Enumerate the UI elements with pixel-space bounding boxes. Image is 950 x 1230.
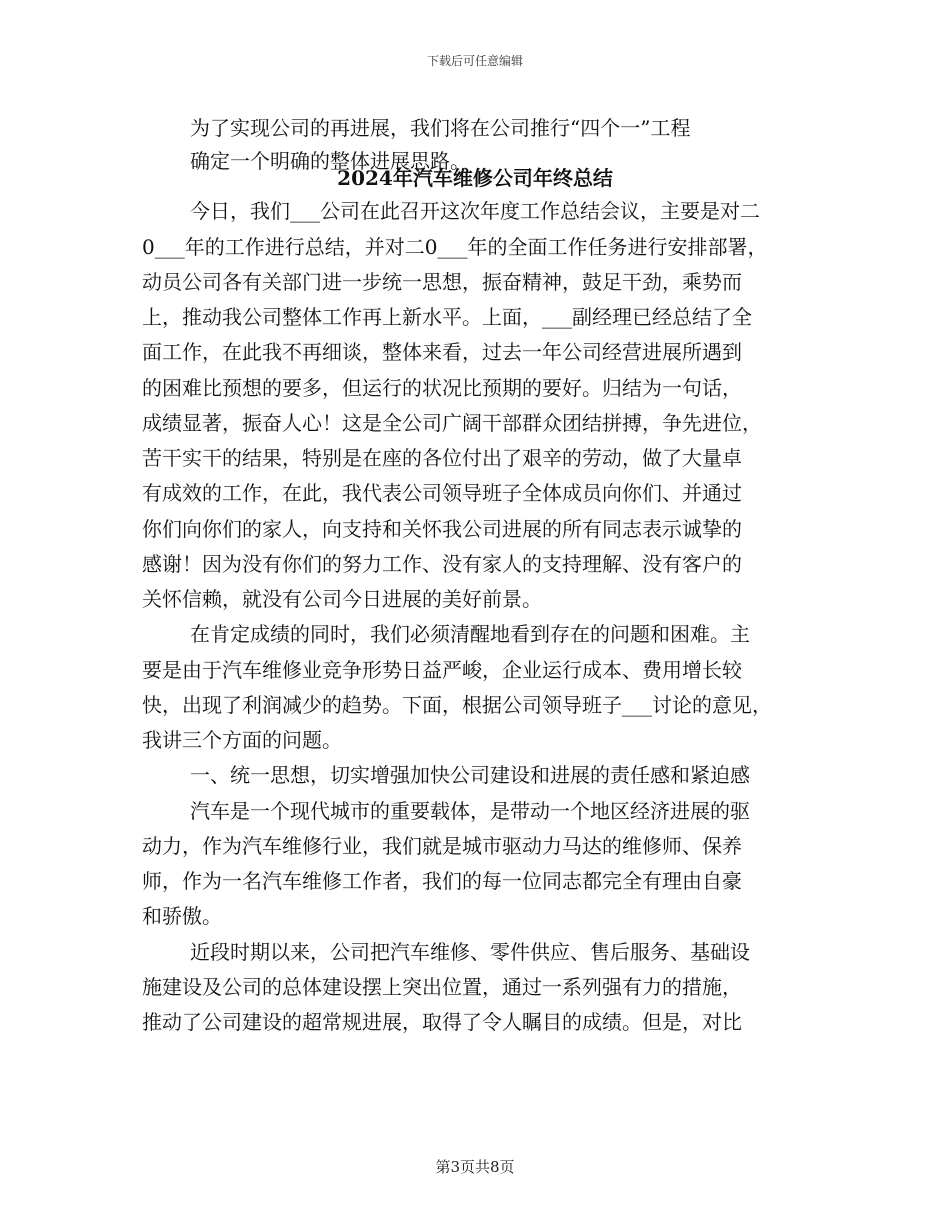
intro-line: 确定一个明确的整体进展思路。 xyxy=(190,149,470,173)
paragraph-line: 今日，我们___公司在此召开这次年度工作总结会议，主要是对二 xyxy=(190,199,760,223)
paragraph-line: 师，作为一名汽车维修工作者，我们的每一位同志都完全有理由自豪 xyxy=(142,869,742,893)
paragraph-line: 汽车是一个现代城市的重要载体，是带动一个地区经济进展的驱 xyxy=(190,799,750,823)
paragraph-line: 有成效的工作，在此，我代表公司领导班子全体成员向你们、并通过 xyxy=(142,481,742,505)
paragraph-line: 感谢！因为没有你们的努力工作、没有家人的支持理解、没有客户的 xyxy=(142,552,742,576)
section-heading: 一、统一思想，切实增强加快公司建设和进展的责任感和紧迫感 xyxy=(190,763,750,787)
paragraph-line: 0___年的工作进行总结，并对二0___年的全面工作任务进行安排部署， xyxy=(142,235,768,259)
paragraph-line: 要是由于汽车维修业竞争形势日益严峻，企业运行成本、费用增长较 xyxy=(142,658,742,682)
intro-line: 为了实现公司的再进展，我们将在公司推行“四个一”工程 xyxy=(190,116,691,140)
paragraph-line: 快，出现了利润减少的趋势。下面，根据公司领导班子___讨论的意见， xyxy=(142,693,772,717)
header-note: 下载后可任意编辑 xyxy=(426,54,523,68)
paragraph-line: 在肯定成绩的同时，我们必须清醒地看到存在的问题和困难。主 xyxy=(190,622,750,646)
paragraph-line: 动力，作为汽车维修行业，我们就是城市驱动力马达的维修师、保养 xyxy=(142,834,742,858)
page-number: 第3页共8页 xyxy=(435,1158,515,1176)
paragraph-line: 动员公司各有关部门进一步统一思想，振奋精神，鼓足干劲，乘势而 xyxy=(142,270,742,294)
paragraph-line: 的困难比预想的要多，但运行的状况比预期的要好。归结为一句话， xyxy=(142,376,742,400)
paragraph-line: 你们向你们的家人，向支持和关怀我公司进展的所有同志表示诚挚的 xyxy=(142,517,742,541)
document-title: 2024年汽车维修公司年终总结 xyxy=(337,166,613,190)
paragraph-line: 苦干实干的结果，特别是在座的各位付出了艰辛的劳动，做了大量卓 xyxy=(142,446,742,470)
paragraph-line: 关怀信赖，就没有公司今日进展的美好前景。 xyxy=(142,587,542,611)
paragraph-line: 推动了公司建设的超常规进展，取得了令人瞩目的成绩。但是，对比 xyxy=(142,1010,742,1034)
paragraph-line: 施建设及公司的总体建设摆上突出位置，通过一系列强有力的措施， xyxy=(142,975,742,999)
paragraph-line: 面工作，在此我不再细谈，整体来看，过去一年公司经营进展所遇到 xyxy=(142,340,742,364)
paragraph-line: 近段时期以来，公司把汽车维修、零件供应、售后服务、基础设 xyxy=(190,940,750,964)
paragraph-line: 成绩显著，振奋人心！这是全公司广阔干部群众团结拼搏，争先进位， xyxy=(142,411,762,435)
paragraph-line: 上，推动我公司整体工作再上新水平。上面，___副经理已经总结了全 xyxy=(142,305,752,329)
paragraph-line: 我讲三个方面的问题。 xyxy=(142,728,342,752)
paragraph-line: 和骄傲。 xyxy=(142,904,222,928)
